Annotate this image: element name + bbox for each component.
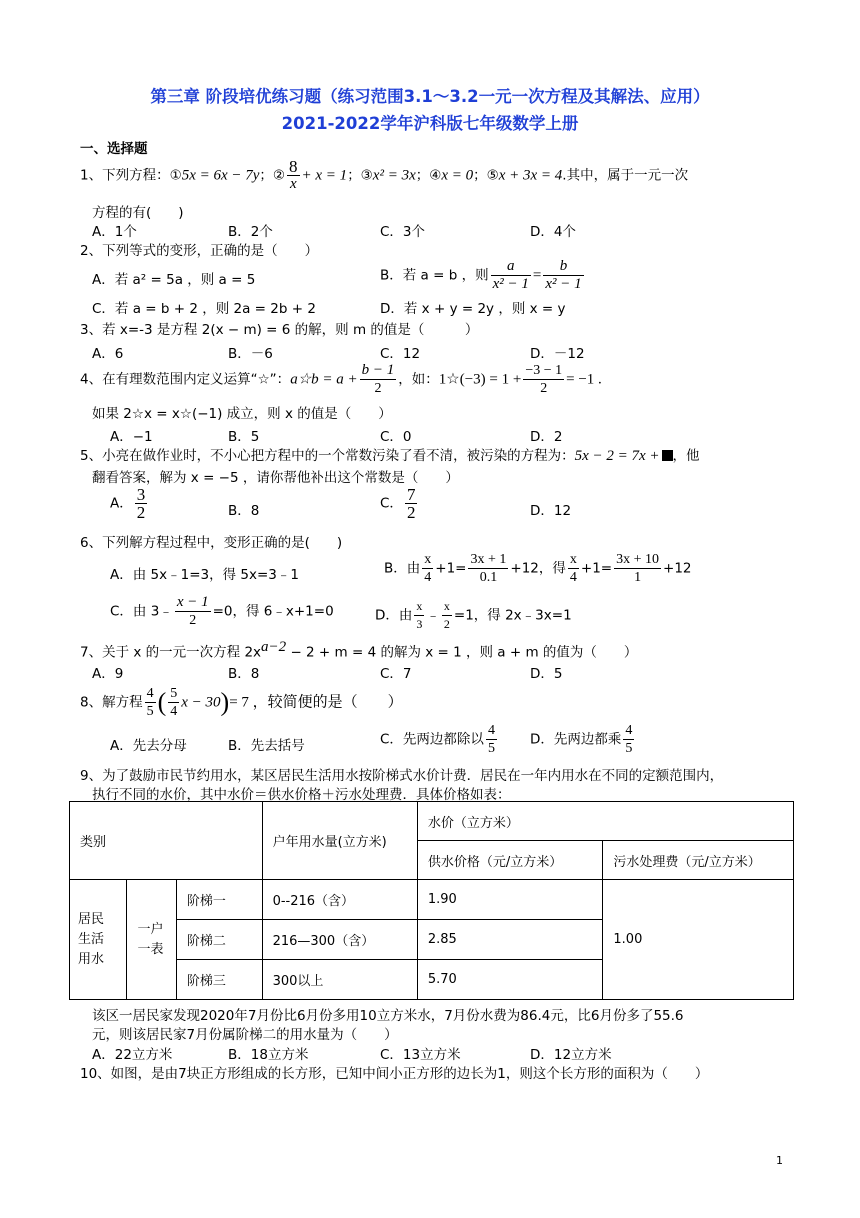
q5-option-d[interactable]: D．12: [530, 503, 572, 519]
title-line-2: 2021-2022学年沪科版七年级数学上册: [281, 114, 579, 133]
q9-option-d[interactable]: D．12立方米: [530, 1047, 612, 1063]
question-6-stem: 6、下列解方程过程中，变形正确的是( ): [80, 535, 343, 551]
question-9-line-2: 执行不同的水价，其中水价＝供水价格＋污水处理费．具体价格如表：: [92, 787, 511, 803]
q7-option-d[interactable]: D．5: [530, 666, 563, 682]
q4-option-a[interactable]: A．−1: [110, 429, 153, 445]
resident-cell: 居民 生活 用水: [70, 880, 127, 1000]
q6-option-d[interactable]: D．由 $\frac{x}{3}$ ﹣ $\frac{x}{2}$ =1，得 2x﹣3x=1: [375, 599, 572, 631]
q1-option-b[interactable]: B．2个: [228, 224, 273, 240]
q2-option-c[interactable]: C．若 a = b + 2 ，则 2a = 2b + 2: [92, 301, 316, 317]
question-5-stem: 5、小亮在做作业时，不小心把方程中的一个常数污染了看不清，被污染的方程为：5x − 2 = 7x + ，他: [80, 448, 700, 464]
q5-option-c[interactable]: C． $\frac{7}{2}$: [380, 485, 416, 522]
question-9-line-1: 9、为了鼓励市民节约用水，某区居民生活用水按阶梯式水价计费．居民在一年内用水在不同的定额范围内，: [80, 768, 724, 784]
tier-cell: 阶梯一: [176, 880, 262, 920]
section-heading: 一、选择题: [80, 141, 148, 157]
header-supply-price: 供水价格（元/立方米）: [417, 841, 603, 880]
q3-option-b[interactable]: B．－6: [228, 346, 273, 362]
water-price-table: [69, 801, 794, 1000]
q4-option-d[interactable]: D．2: [530, 429, 563, 445]
q6-option-b[interactable]: B．由 $\frac{x}{4}$ +1= $\frac{3x + 1}{0.1}$ +12，得 $\frac{x}{4}$ +1= $\frac{3x + 10}{1}$ +12: [384, 552, 692, 585]
q6-option-c[interactable]: C．由 3﹣ $\frac{x - 1}{2}$ =0，得 6﹣x+1=0: [110, 594, 334, 628]
q3-option-d[interactable]: D．－12: [530, 346, 585, 362]
q8-option-b[interactable]: B．先去括号: [228, 738, 305, 754]
tier-cell: 阶梯二: [176, 920, 262, 960]
q8-option-c[interactable]: C．先两边都除以 $\frac{4}{5}$: [380, 723, 495, 756]
supply-price-cell: 5.70: [417, 960, 603, 1000]
ink-blot-icon: [662, 450, 673, 461]
range-cell: 300以上: [262, 960, 417, 1000]
q2-option-a[interactable]: A．若 a² = 5a ，则 a = 5: [92, 272, 256, 288]
q1-option-c[interactable]: C．3个: [380, 224, 426, 240]
sewage-price-cell: 1.00: [603, 880, 794, 1000]
tier-cell: 阶梯三: [176, 960, 262, 1000]
header-sewage-fee: 污水处理费（元/立方米）: [603, 841, 794, 880]
q1-option-a[interactable]: A．1个: [92, 224, 137, 240]
q8-option-d[interactable]: D．先两边都乘 $\frac{4}{5}$: [530, 723, 633, 756]
q7-option-b[interactable]: B．8: [228, 666, 260, 682]
q7-option-c[interactable]: C．7: [380, 666, 412, 682]
question-3-stem: 3、若 x=-3 是方程 2(x − m) = 6 的解，则 m 的值是（ ）: [80, 322, 479, 338]
header-category: 类别: [70, 802, 263, 880]
q8-option-a[interactable]: A．先去分母: [110, 738, 187, 754]
q4-option-b[interactable]: B．5: [228, 429, 260, 445]
question-4-line-2: 如果 2☆x = x☆(−1) 成立，则 x 的值是（ ）: [92, 406, 392, 422]
page-number: 1: [776, 1154, 783, 1167]
header-usage: 户年用水量(立方米): [262, 802, 417, 880]
q3-option-c[interactable]: C．12: [380, 346, 421, 362]
question-9-after-1: 该区一居民家发现2020年7月份比6月份多用10立方米水，7月份水费为86.4元，比6月份多了55.6: [92, 1008, 684, 1024]
supply-price-cell: 2.85: [417, 920, 603, 960]
q6-option-a[interactable]: A．由 5x﹣1=3，得 5x=3﹣1: [110, 567, 299, 583]
q2-option-d[interactable]: D．若 x + y = 2y ，则 x = y: [380, 301, 566, 317]
q9-option-b[interactable]: B．18立方米: [228, 1047, 309, 1063]
q1-option-d[interactable]: D．4个: [530, 224, 576, 240]
question-10-stem: 10、如图，是由7块正方形组成的长方形，已知中间小正方形的边长为1，则这个长方形的面积为（ ）: [80, 1066, 709, 1082]
supply-price-cell: 1.90: [417, 880, 603, 920]
range-cell: 216—300（含）: [262, 920, 417, 960]
q5-option-a[interactable]: A． $\frac{3}{2}$: [110, 485, 146, 522]
range-cell: 0--216（含）: [262, 880, 417, 920]
question-9-after-2: 元，则该居民家7月份属阶梯二的用水量为（ ）: [92, 1027, 398, 1043]
q2-option-b[interactable]: B．若 a = b ，则 $\frac{a}{\text{x² − 1}}$ = $\frac{b}{\text{x² − 1}}$: [380, 258, 582, 292]
q9-option-c[interactable]: C．13立方米: [380, 1047, 461, 1063]
question-1-line-2: 方程的有( ): [92, 205, 184, 221]
title-line-1: 第三章 阶段培优练习题（练习范围3.1～3.2一元一次方程及其解法、应用）: [150, 87, 710, 106]
q3-option-a[interactable]: A．6: [92, 346, 124, 362]
header-price: 水价（立方米）: [417, 802, 793, 841]
question-1-stem: 1、下列方程：①5x = 6x − 7y；② $\frac{8}{x}$ + x = 1；③x² = 3x；④x = 0；⑤x + 3x = 4.其中，属于一元一次: [80, 157, 689, 192]
q7-option-a[interactable]: A．9: [92, 666, 124, 682]
question-2-stem: 2、下列等式的变形，正确的是（ ）: [80, 243, 319, 259]
question-8-stem: 8、解方程 $\frac{4}{5}$ ( $\frac{5}{4}$ x − 30)= 7 ，较简便的是（ ）: [80, 686, 403, 719]
q5-option-b[interactable]: B．8: [228, 503, 260, 519]
q9-option-a[interactable]: A．22立方米: [92, 1047, 173, 1063]
question-4-stem: 4、在有理数范围内定义运算“☆”：a☆b = a + $\frac{b - 1}{2}$ ，如：1☆(−3) = 1 + $\frac{-3 - 1}{2}$ = −1 .: [80, 362, 602, 396]
question-5-line-2: 翻看答案，解为 x = −5 ，请你帮他补出这个常数是（ ）: [92, 470, 459, 486]
meter-cell: 一户 一表: [127, 880, 176, 1000]
q4-option-c[interactable]: C．0: [380, 429, 412, 445]
question-7-stem: 7、关于 x 的一元一次方程 $2x^{a-2} - 2 + m = 4$ 的解为 x = 1 ，则 a + m 的值为（ ）: [80, 639, 638, 661]
fraction: $\frac{8}{x}$: [289, 157, 298, 192]
